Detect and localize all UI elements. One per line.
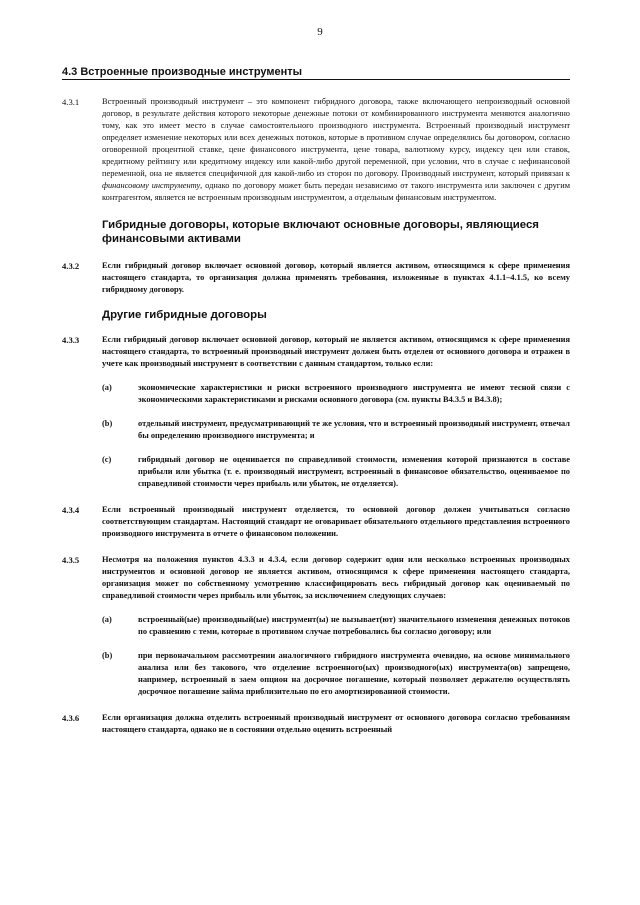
list-item-text: отдельный инструмент, предусматривающий те же условия, что и встроенный производный инструмент, отвечал бы определению производного инструмента; и xyxy=(138,419,570,440)
list-item-text: экономические характеристики и риски встроенного производного инструмента не имеют тесной связи с экономическими характеристиками и рисками основного договора (см. пункты B4.3.5 и B4.3.8); xyxy=(138,383,570,404)
list-item-4-3-3-a xyxy=(102,382,570,406)
paragraph-4-3-4 xyxy=(62,504,570,540)
list-item-label: (b) xyxy=(102,419,113,428)
paragraph-number: 4.3.6 xyxy=(62,713,80,723)
list-item-label: (c) xyxy=(102,455,112,464)
paragraph-number: 4.3.4 xyxy=(62,505,80,515)
list-item-text: встроенный(ые) производный(ые) инструмент(ы) не вызывает(ют) значительного изменения денежных потоков по сравнению с теми, которые в противном случае потребовались бы согласно договору; или xyxy=(138,615,570,636)
list-item-label: (b) xyxy=(102,651,113,660)
paragraph-text-part: Встроенный производный инструмент – это компонент гибридного договора, также включающего непроизводный основной договор, в результате действия которого некоторые денежные потоки от комбинированного инструмента меняются аналогично тому, как это имеет место в случае самостоятельного производного инструмента. Встроенный производный инструмент определяет изменение некоторых или всех денежных потоков, которые в противном случае определялись бы договором, согласно оговоренной процентной ставке, цене финансового инструмента, цене товара, валютному курсу, индексу цен или ставок, кредитному рейтингу или кредитному индексу или какой-либо другой переменной, при условии, что в случае с нефинансовой переменной, она не является специфичной для какой-либо из сторон по договору. Производный инструмент, который привязан к xyxy=(102,97,570,178)
paragraph-number: 4.3.3 xyxy=(62,335,80,345)
list-item-4-3-5-a xyxy=(102,614,570,638)
list-item-4-3-3-b xyxy=(102,418,570,442)
list-item-4-3-5-b xyxy=(102,650,570,698)
paragraph-number: 4.3.2 xyxy=(62,261,80,271)
list-item-text: при первоначальном рассмотрении аналогичного гибридного инструмента очевидно, на основе минимального анализа или без такового, что отделение встроенного(ых) производного(ых) инструмента(ов) запрещено, например, встроенный в заем опцион на досрочное погашение, который позволяет держателю осуществлять досрочное погашение займа приблизительно по его амортизированной стоимости. xyxy=(138,651,570,696)
paragraph-text-part: , однако по договору может быть передан независимо от такого инструмента или заключен с другим контрагентом, является не встроенным производным инструментом, а отдельным финансовым инструментом. xyxy=(102,181,571,202)
paragraph-text: Если гибридный договор включает основной договор, который не является активом, относящимся к сфере применения настоящего стандарта, то встроенный производный инструмент должен быть отделен от основного договора и отражен в учете как производный инструмент в соответствии с данным стандартом, только если: xyxy=(102,335,570,368)
list-item-label: (a) xyxy=(102,383,112,392)
paragraph-number: 4.3.5 xyxy=(62,555,80,565)
paragraph-text: Если гибридный договор включает основной договор, который является активом, относящимся к сфере применения настоящего стандарта, то организация должна применять требования, изложенные в пунктах 4.1.1–4.1.5, ко всему гибридному договору. xyxy=(102,261,570,294)
paragraph-italic-term: финансовому инструменту xyxy=(102,181,201,190)
document-content xyxy=(62,96,570,736)
list-item-text: гибридный договор не оценивается по справедливой стоимости, изменения которой признаются в составе прибыли или убытка (т. е. производный инструмент, встроенный в финансовое обязательство, оцениваемое по справедливой стоимости через прибыль или убыток, не отделяется). xyxy=(138,455,570,488)
paragraph-4-3-2 xyxy=(62,260,570,296)
list-item-4-3-3-c xyxy=(102,454,570,490)
paragraph-4-3-5 xyxy=(62,554,570,602)
paragraph-number: 4.3.1 xyxy=(62,97,80,107)
subheading-other-hybrid: Другие гибридные договоры xyxy=(102,309,267,321)
paragraph-4-3-6 xyxy=(62,712,570,736)
section-title: 4.3 Встроенные производные инструменты xyxy=(62,66,570,80)
list-item-label: (a) xyxy=(102,615,112,624)
paragraph-4-3-3 xyxy=(62,334,570,370)
paragraph-4-3-1 xyxy=(62,96,570,204)
subheading-hybrid-assets: Гибридные договоры, которые включают основные договоры, являющиеся финансовыми активами xyxy=(102,219,539,245)
paragraph-text xyxy=(102,96,570,204)
paragraph-text: Несмотря на положения пунктов 4.3.3 и 4.3.4, если договор содержит один или несколько встроенных производных инструментов и основной договор не является активом, относящимся к сфере применения настоящего стандарта, организация может по собственному усмотрению классифицировать весь гибридный договор как оцениваемый по справедливой стоимости через прибыль или убыток, за исключением следующих случаев: xyxy=(102,555,570,600)
paragraph-text: Если организация должна отделить встроенный производный инструмент от основного договора согласно требованиям настоящего стандарта, однако не в состоянии отдельно оценить встроенный xyxy=(102,713,570,734)
page-number: 9 xyxy=(317,26,323,38)
paragraph-text: Если встроенный производный инструмент отделяется, то основной договор должен учитываться согласно соответствующим стандартам. Настоящий стандарт не оговаривает обязательного отдельного представления встроенного производного инструмента в отчете о финансовом положении. xyxy=(102,505,570,538)
